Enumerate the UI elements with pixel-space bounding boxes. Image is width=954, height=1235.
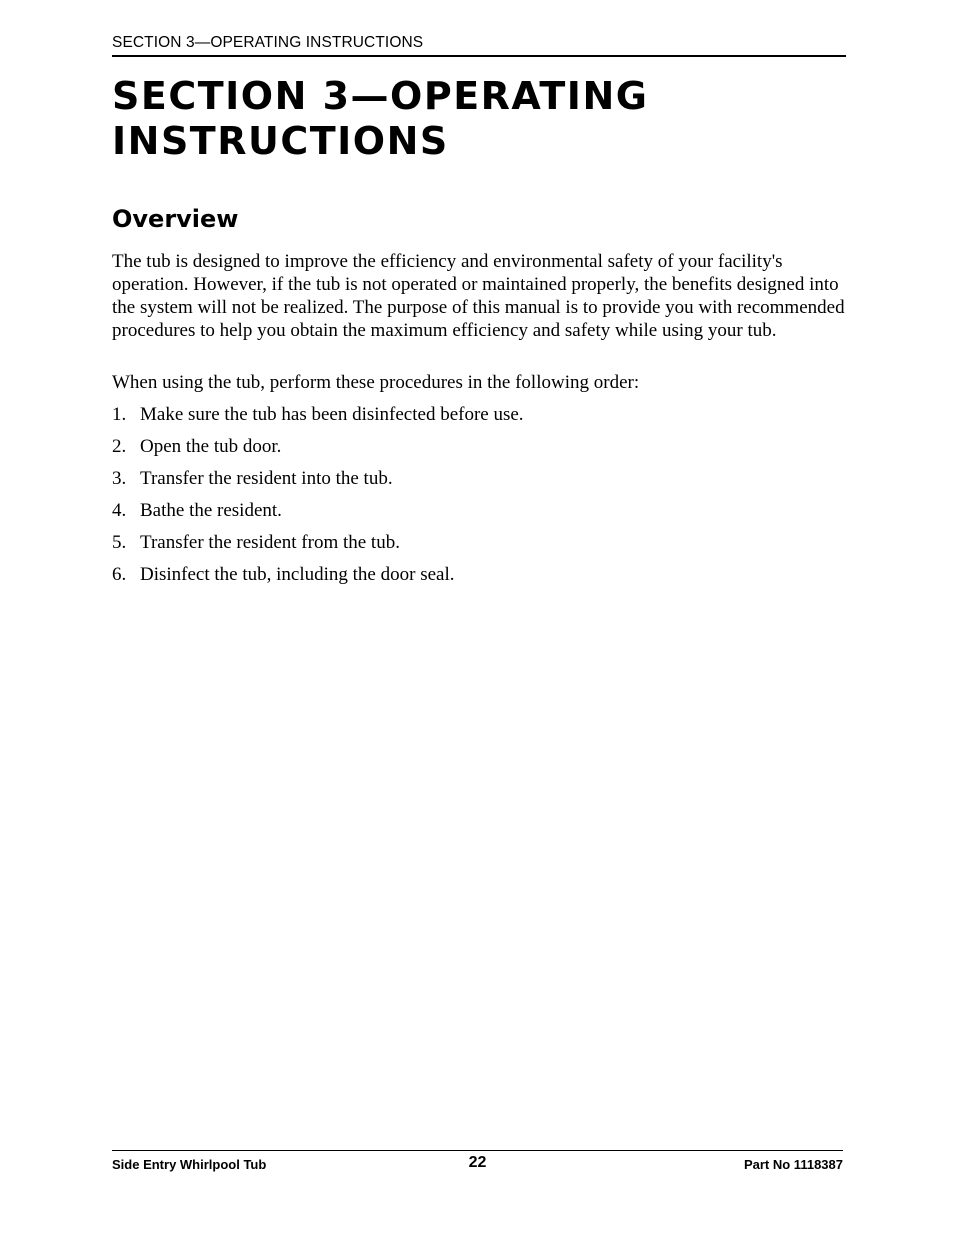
step-number: 6. bbox=[112, 564, 127, 585]
step-text: Transfer the resident into the tub. bbox=[140, 468, 393, 489]
step-number: 2. bbox=[112, 436, 127, 457]
step-text: Transfer the resident from the tub. bbox=[140, 532, 400, 553]
list-item bbox=[112, 563, 848, 595]
step-number: 5. bbox=[112, 532, 127, 553]
step-number: 4. bbox=[112, 500, 127, 521]
page-footer bbox=[112, 1150, 843, 1181]
step-text: Make sure the tub has been disinfected before use. bbox=[140, 404, 524, 425]
footer-page-number: 22 bbox=[468, 1154, 487, 1171]
order-paragraph: When using the tub, perform these procedures in the following order: bbox=[112, 372, 640, 393]
step-text: Disinfect the tub, including the door seal. bbox=[140, 564, 455, 585]
list-item bbox=[112, 467, 848, 499]
running-header bbox=[112, 33, 846, 57]
section-title: SECTION 3—OPERATING INSTRUCTIONS bbox=[112, 74, 649, 163]
list-item bbox=[112, 403, 848, 435]
footer-product-name: Side Entry Whirlpool Tub bbox=[112, 1157, 267, 1172]
step-text: Open the tub door. bbox=[140, 436, 282, 457]
footer-part-number: Part No 1118387 bbox=[743, 1157, 843, 1172]
list-item bbox=[112, 435, 848, 467]
procedure-steps-list bbox=[112, 403, 848, 595]
running-header-title: SECTION 3—OPERATING INSTRUCTIONS bbox=[112, 34, 424, 51]
step-number: 1. bbox=[112, 404, 127, 425]
intro-paragraph: The tub is designed to improve the efficiency and environmental safety of your facility's operation. However, if the tub is not operated or maintained properly, the benefits designed into the system will not be realized. The purpose of this manual is to provide you with recommended procedures to help you obtain the maximum efficiency and safety while using your tub. bbox=[112, 251, 845, 341]
list-item bbox=[112, 531, 848, 563]
step-number: 3. bbox=[112, 468, 127, 489]
overview-heading: Overview bbox=[112, 205, 239, 233]
list-item bbox=[112, 499, 848, 531]
step-text: Bathe the resident. bbox=[140, 500, 282, 521]
